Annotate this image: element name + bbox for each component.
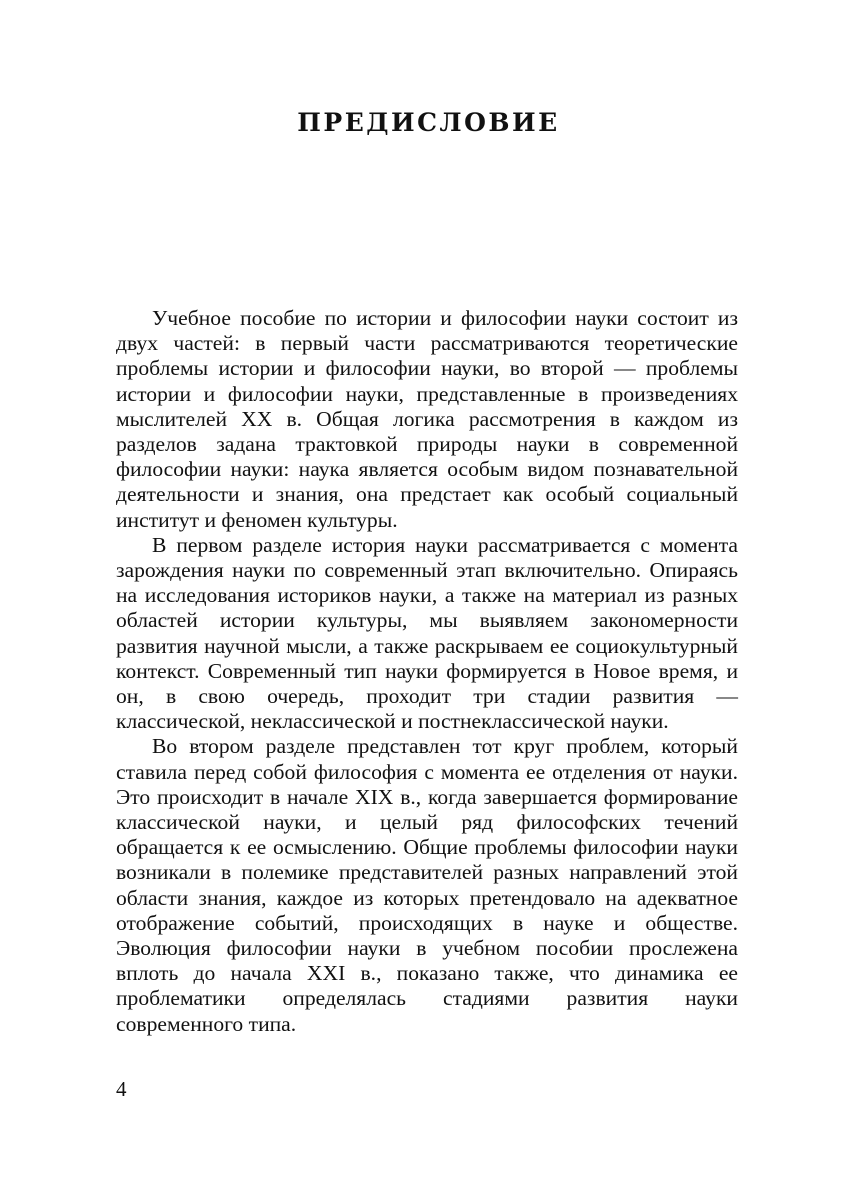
page-number: 4 <box>116 1077 127 1101</box>
page-title: ПРЕДИСЛОВИЕ <box>297 108 560 137</box>
preface-body <box>116 306 738 1037</box>
paragraph: Учебное пособие по истории и философии науки состоит из двух частей: в первый части рассматриваются теоретические проблемы истории и философии науки, во второй — проблемы истории и философии науки, представленные в произведениях мыслителей XX в. Общая логика рассмотрения в каждом из разделов задана трактовкой природы науки в современной философии науки: наука является особым видом познавательной деятельности и знания, она предстает как особый социальный институт и феномен культуры. <box>116 306 738 532</box>
paragraph: В первом разделе история науки рассматривается с момента зарождения науки по современный этап включительно. Опираясь на исследования историков науки, а также на материал из разных областей истории культуры, мы выявляем закономерности развития научной мысли, а также раскрываем ее социокультурный контекст. Современный тип науки формируется в Новое время, и он, в свою очередь, проходит три стадии развития — классической, неклассической и постнеклассической науки. <box>116 532 738 734</box>
paragraph: Во втором разделе представлен тот круг проблем, который ставила перед собой философия с момента ее отделения от науки. Это происходит в начале XIX в., когда завершается формирование классической науки, и целый ряд философских течений обращается к ее осмыслению. Общие проблемы философии науки возникали в полемике представителей разных направлений этой области знания, каждое из которых претендовало на адекватное отображение событий, происходящих в науке и обществе. Эволюция философии науки в учебном пособии прослежена вплоть до начала XXI в., показано также, что динамика ее проблематики определялась стадиями развития науки современного типа. <box>116 734 738 1036</box>
